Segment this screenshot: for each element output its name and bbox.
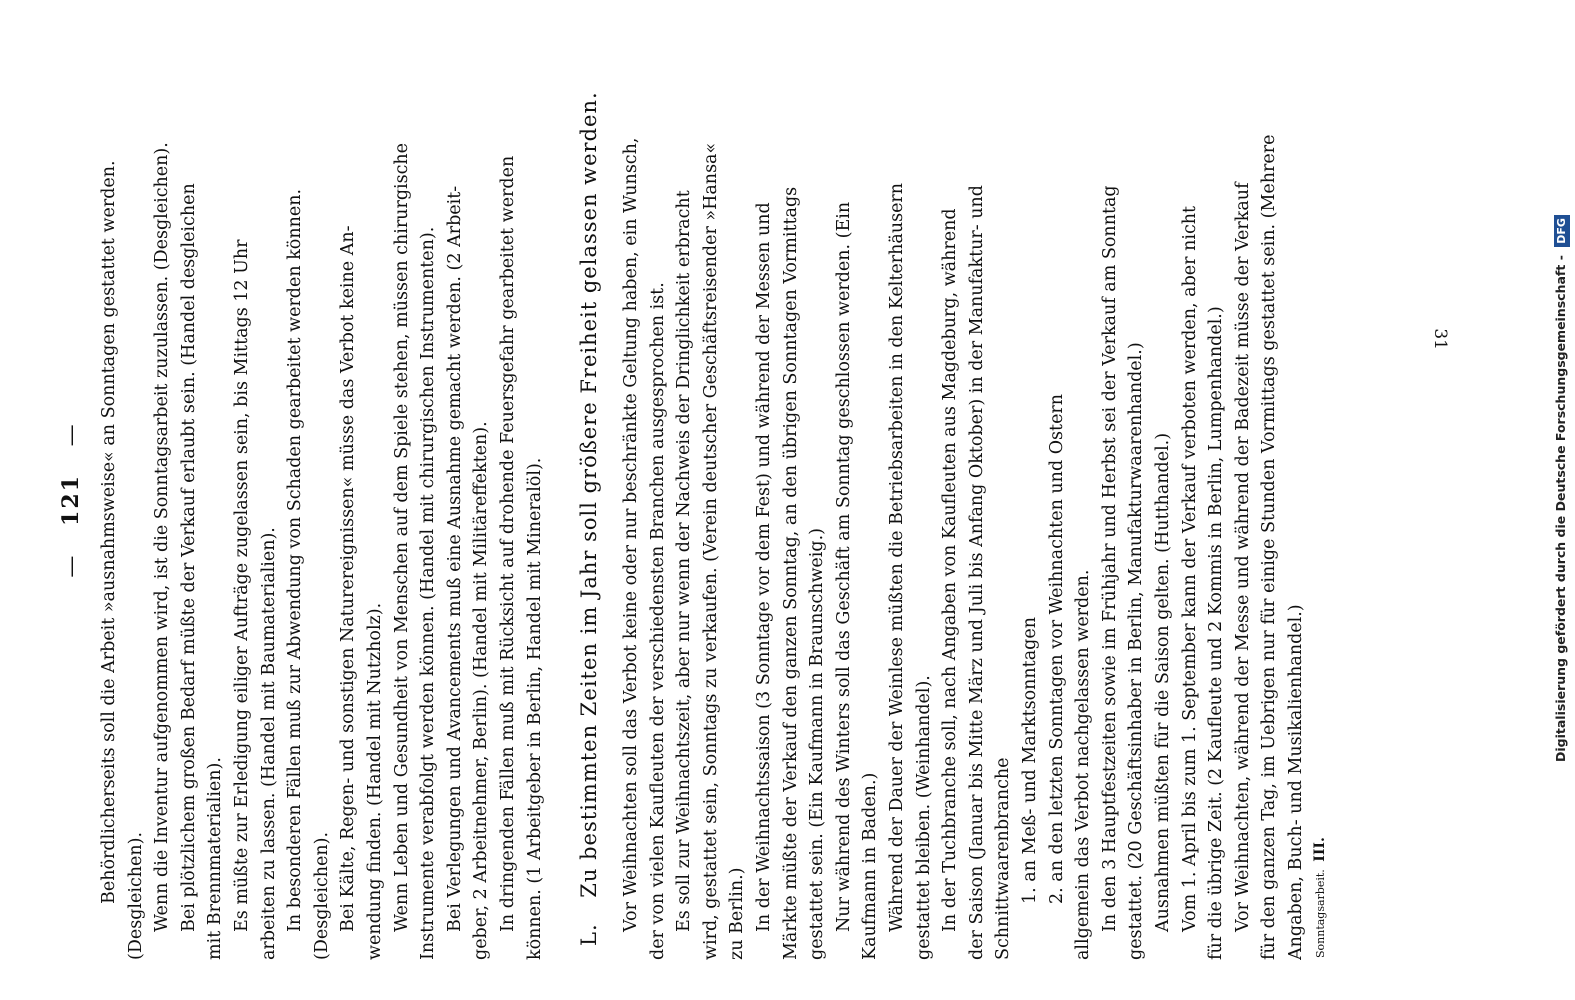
text-line: (Desgleichen). [125,831,146,960]
signature-label: Sonntagsarbeit. [1313,869,1327,958]
dfg-credit-text [1550,2,1572,762]
text-line: Nur während des Winters soll das Geschäft am Sonntag geschlossen werden. (Ein [833,201,854,932]
text-line: Bei plötzlichem großen Bedarf müßte der Verkauf erlaubt sein. (Handel desgleichen [178,183,199,932]
text-line: Vor Weihnachten, während der Messe und während der Badezeit müsse der Verkauf [1232,182,1253,932]
list-item: 1. an Meß- und Marktsonntagen [1020,617,1040,904]
list-item: 2. an den letzten Sonntagen vor Weihnachten und Ostern [1046,393,1067,904]
text-line: allgemein das Verbot nachgelassen werden. [1073,569,1094,960]
text-line: wendung finden. (Handel mit Nutzholz). [364,602,385,960]
signature-mark [1312,40,1329,960]
signature-roman: III. [1311,837,1328,862]
text-line: Bei Kälte, Regen- und sonstigen Naturereignissen« müsse das Verbot keine An- [338,225,359,932]
text-line: zu Berlin.) [727,867,748,960]
text-line: In den 3 Hauptfestzeiten sowie im Frühjahr und Herbst sei der Verkauf am Sonntag [1099,185,1120,932]
page-number: 121 [58,474,84,526]
text-line: für die übrige Zeit. (2 Kaufleute und 2 Kommis in Berlin, Lumpenhandel.) [1206,306,1227,960]
text-line: wird, gestattet sein, Sonntags zu verkaufen. (Verein deutscher Geschäftsreisender »Hansa« [700,142,721,960]
section-number: L. [577,923,602,946]
text-line: Schnittwaarenbranche [993,757,1014,960]
text-line: Wenn Leben und Gesundheit von Menschen auf dem Spiele stehen, müssen chirurgische [391,142,412,932]
text-line: In besonderen Fällen muß zur Abwendung von Schaden gearbeitet werden können. [285,188,306,932]
text-line: In der Weihnachtssaison (3 Sonntage vor dem Fest) und während der Messen und [754,202,775,932]
text-line: Angaben, Buch- und Musikalienhandel.) [1285,604,1306,960]
text-line: gestattet bleiben. (Weinhandel). [913,675,934,960]
page-header [58,40,96,960]
text-line: geber, 2 Arbeitnehmer, Berlin). (Handel mit Militäreffekten). [471,421,492,960]
text-line: Instrumente verabfolgt werden können. (Handel mit chirurgischen Instrumenten). [418,226,439,960]
text-line: gestattet. (20 Geschäftsinhaber in Berlin, Manufakturwaarenhandel.) [1126,342,1147,960]
text-line: Wenn die Inventur aufgenommen wird, ist die Sonntagsarbeit zuzulassen. (Desgleichen). [152,142,173,932]
text-line: Es müßte zur Erledigung eiliger Aufträge zugelassen sein, bis Mittags 12 Uhr [231,239,252,932]
dfg-credit [1548,0,1574,1000]
text-line: der Saison (Januar bis Mitte März und Juli bis Anfang Oktober) in der Manufaktur- und [966,185,987,960]
page-signature: 31 [1430,328,1450,350]
dfg-logo-icon: DFG [1554,215,1570,247]
dfg-credit-label: Digitalisierung gefördert durch die Deutsche Forschungsgemeinschaft - [1553,255,1568,762]
text-line: für den ganzen Tag, im Uebrigen nur für einige Stunden Vormittags gestattet sein. (Mehrere [1259,134,1280,960]
text-line: Behördlicherseits soll die Arbeit »ausnahmsweise« an Sonntagen gestattet werden. [99,160,119,904]
text-line: der von vielen Kaufleuten der verschiedensten Branchen ausgesprochen ist. [647,282,668,960]
header-dash-left: — [59,553,84,578]
text-line: Kaufmann in Baden.) [860,772,881,960]
text-line: Vor Weihnachten soll das Verbot keine oder nur beschränkte Geltung haben, ein Wunsch, [621,137,642,932]
text-block-a [96,40,548,960]
text-line: (Desgleichen). [311,831,332,960]
text-line: Ausnahmen müßten für die Saison gelten. (Hutthandel.) [1152,432,1173,932]
text-line: In der Tuchbranche soll, nach Angaben von Kaufleuten aus Magdeburg, während [940,208,961,932]
text-line: Vom 1. April bis zum 1. September kann der Verkauf verboten werden, aber nicht [1179,205,1200,932]
text-line: gestattet sein. (Ein Kaufmann in Braunschweig.) [807,528,828,960]
text-line: arbeiten zu lassen. (Handel mit Baumaterialien). [258,527,279,960]
section-heading [574,40,604,960]
text-line: Märkte müßte der Verkauf den ganzen Sonntag, an den übrigen Sonntagen Vormittags [780,186,801,960]
text-line: können. (1 Arbeitgeber in Berlin, Handel mit Mineralöl). [524,457,545,960]
text-line: mit Brennmaterialien). [205,757,226,960]
text-line: Während der Dauer der Weinlese müßten die Betriebsarbeiten in den Kelterhäusern [887,182,908,932]
text-block-b [618,40,1309,960]
section-title: Zu bestimmten Zeiten im Jahr soll größere Freiheit gelassen werden. [577,91,602,898]
text-line: Bei Verlegungen und Avancements muß eine Ausnahme gemacht werden. (2 Arbeit- [444,185,465,932]
text-line: Es soll zur Weihnachtszeit, aber nur wenn der Nachweis der Dringlichkeit erbracht [674,190,695,932]
header-dash-right: — [59,422,84,447]
text-line: In dringenden Fällen muß mit Rücksicht auf drohende Feuersgefahr gearbeitet werden [497,155,518,932]
